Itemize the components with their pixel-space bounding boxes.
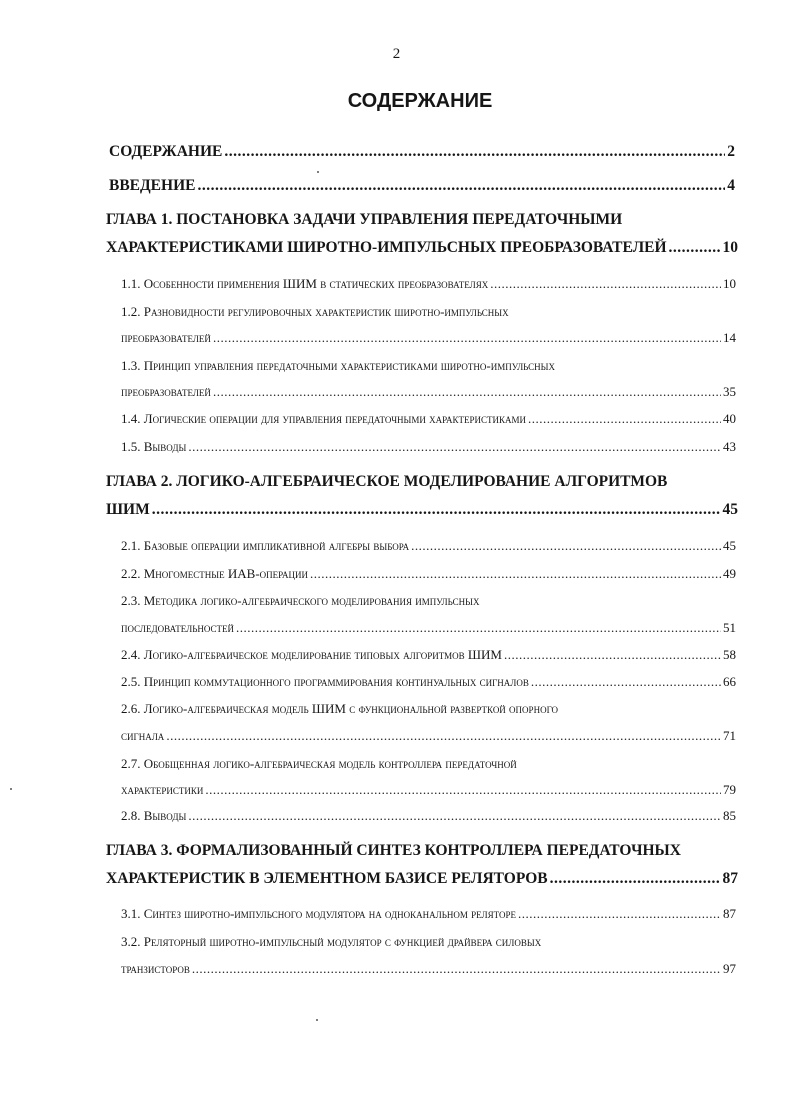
chapter-title-line2: ХАРАКТЕРИСТИК В ЭЛЕМЕНТНОМ БАЗИСЕ РЕЛЯТОРОВ (106, 870, 548, 887)
scan-speck (317, 171, 319, 173)
toc-title: СОДЕРЖАНИЕ (347, 90, 493, 112)
entry-text: 1.1. Особенности применения ШИМ в статических преобразователях (121, 276, 489, 291)
entry-text-line2: преобразователей (121, 384, 211, 399)
entry-text-line1: 2.3. Методика логико-алгебраического моделирования импульсных (121, 593, 480, 608)
entry-page: 71 (723, 728, 736, 743)
entry-text-line1: 3.2. Реляторный широтно-импульсный модулятор с функцией драйвера силовых (121, 934, 542, 949)
entry-page: 14 (723, 330, 736, 345)
entry-text-line2: характеристики (121, 782, 204, 797)
entry-page: 10 (723, 276, 736, 291)
entry-text: СОДЕРЖАНИЕ (109, 143, 223, 160)
entry-text: 2.8. Выводы (121, 808, 187, 823)
entry-page: 87 (723, 906, 736, 921)
chapter-title-line1: ГЛАВА 2. ЛОГИКО-АЛГЕБРАИЧЕСКОЕ МОДЕЛИРОВАНИЕ АЛГОРИТМОВ (106, 473, 668, 490)
chapter-title-line1: ГЛАВА 1. ПОСТАНОВКА ЗАДАЧИ УПРАВЛЕНИЯ ПЕРЕДАТОЧНЫМИ (106, 211, 623, 228)
entry-page: 49 (723, 566, 736, 581)
entry-page: 97 (723, 961, 736, 976)
entry-text-line2: последовательностей (121, 620, 235, 635)
page-number: 2 (392, 46, 401, 62)
entry-page: 2 (727, 143, 735, 160)
entry-text: 2.1. Базовые операции импликативной алгебры выбора (121, 538, 410, 553)
entry-text-line2: транзисторов (121, 961, 190, 976)
entry-page: 4 (727, 177, 735, 194)
entry-page: 35 (723, 384, 736, 399)
entry-page: 79 (723, 782, 736, 797)
entry-text-line1: 1.3. Принцип управления передаточными характеристиками широтно-импульсных (121, 358, 555, 373)
scan-speck (10, 788, 12, 790)
entry-page: 58 (723, 647, 736, 662)
entry-page: 10 (722, 239, 738, 256)
entry-page: 45 (723, 538, 736, 553)
entry-text-line1: 2.6. Логико-алгебраическая модель ШИМ с функциональной разверткой опорного (121, 701, 559, 716)
entry-text-line1: 1.2. Разновидности регулировочных характеристик широтно-импульсных (121, 304, 509, 319)
entry-text: 3.1. Синтез широтно-импульсного модулятора на одноканальном реляторе (121, 906, 517, 921)
entry-text-line1: 2.7. Обобщенная логико-алгебраическая модель контроллера передаточной (121, 756, 517, 771)
entry-page: 66 (723, 674, 736, 689)
entry-text-line2: преобразователей (121, 330, 211, 345)
scan-speck (316, 1019, 318, 1021)
entry-text: 2.5. Принцип коммутационного программирования континуальных сигналов (121, 674, 529, 689)
chapter-title-line2: ХАРАКТЕРИСТИКАМИ ШИРОТНО-ИМПУЛЬСНЫХ ПРЕОБРАЗОВАТЕЛЕЙ (106, 239, 667, 256)
entry-text-line2: сигнала (121, 728, 165, 743)
entry-page: 40 (723, 411, 736, 426)
entry-text: 2.4. Логико-алгебраическое моделирование типовых алгоритмов ШИМ (121, 647, 502, 662)
entry-page: 87 (722, 870, 738, 887)
chapter-title-line2: ШИМ (106, 501, 150, 518)
entry-page: 45 (722, 501, 738, 518)
entry-page: 85 (723, 808, 736, 823)
entry-page: 51 (723, 620, 736, 635)
entry-text: 2.2. Многоместные ИАВ-операции (121, 566, 309, 581)
chapter-title-line1: ГЛАВА 3. ФОРМАЛИЗОВАННЫЙ СИНТЕЗ КОНТРОЛЛЕРА ПЕРЕДАТОЧНЫХ (106, 842, 681, 859)
entry-page: 43 (723, 439, 736, 454)
entry-text: ВВЕДЕНИЕ (109, 177, 196, 194)
entry-text: 1.4. Логические операции для управления передаточными характеристиками (121, 411, 527, 426)
entry-text: 1.5. Выводы (121, 439, 187, 454)
